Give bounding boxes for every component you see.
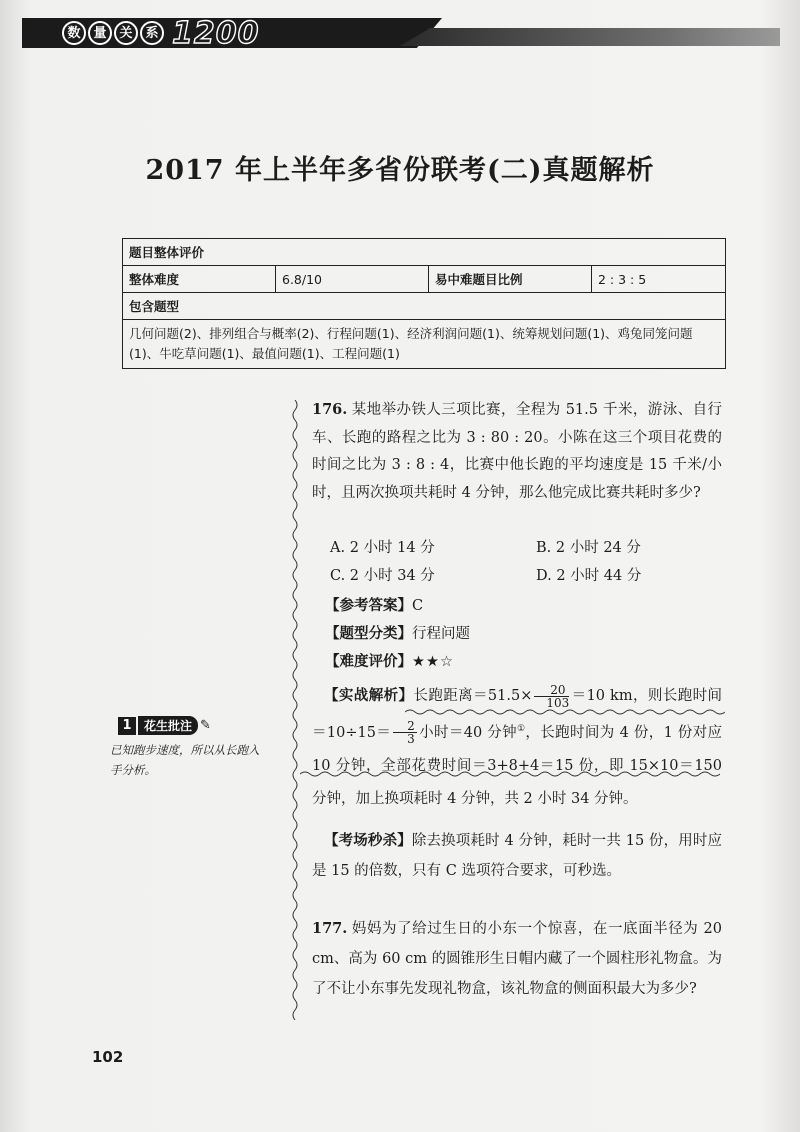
type-row bbox=[325, 622, 470, 643]
analysis-176 bbox=[312, 680, 722, 816]
option-b: B. 2 小时 24 分 bbox=[536, 540, 641, 556]
eval-section-overall: 题目整体评价 bbox=[123, 239, 726, 266]
margin-wavy-line bbox=[290, 400, 300, 1020]
footnote-marker: ① bbox=[516, 724, 526, 734]
analysis-text-4: ，长跑时间为 4 份，1 份对应 10 分钟，全部花费时间＝3+8+4＝15 份，即 15×10＝150 分钟，加上换项耗时 4 分钟，共 2 小时 34 分钟。 bbox=[312, 724, 723, 807]
wavy-underline bbox=[300, 770, 720, 778]
difficulty-stars: ★★☆ bbox=[412, 654, 454, 670]
page-number: 102 bbox=[92, 1048, 124, 1066]
question-types-list: 几何问题(2)、排列组合与概率(2)、行程问题(1)、经济利润问题(1)、统筹规划问题(1)、鸡兔同笼问题(1)、牛吃草问题(1)、最值问题(1)、工程问题(1) bbox=[123, 320, 726, 369]
fraction-denominator: 103 bbox=[546, 695, 570, 710]
page-title: 2017 年上半年多省份联考(二)真题解析 bbox=[145, 155, 655, 186]
option-d: D. 2 小时 44 分 bbox=[536, 568, 642, 584]
sidenote-number: 1 bbox=[118, 717, 136, 735]
fraction-denominator: 3 bbox=[407, 732, 415, 747]
trick-text: 除去换项耗时 4 分钟，耗时一共 15 份，用时应是 15 的倍数，只有 C 选项符合要求，可秒选。 bbox=[312, 833, 722, 879]
type-value: 行程问题 bbox=[412, 626, 470, 642]
wavy-underline bbox=[405, 708, 725, 716]
difficulty-label: 整体难度 bbox=[123, 266, 276, 293]
difficulty-row bbox=[325, 650, 454, 671]
fraction-2-3 bbox=[393, 720, 417, 745]
series-logo bbox=[62, 15, 260, 51]
analysis-text-1: 长跑距离＝51.5× bbox=[413, 688, 533, 704]
sidenote-badge bbox=[118, 716, 211, 735]
series-char: 系 bbox=[140, 21, 164, 45]
answer-label: 【参考答案】 bbox=[325, 598, 412, 614]
question-stem: 某地举办铁人三项比赛，全程为 51.5 千米，游泳、自行车、长跑的路程之比为 3 : 80 : 20。小陈在这三个项目花费的时间之比为 3 : 8 : 4，比赛中他长跑的平均速度是 15 千米/小时，且两次换项共耗时 4 分钟，那么他完成比赛共耗时多少? bbox=[312, 402, 722, 501]
pencil-icon: ✎ bbox=[200, 718, 211, 733]
option-c: C. 2 小时 34 分 bbox=[330, 568, 435, 584]
question-177 bbox=[312, 914, 722, 1004]
fraction-numerator: 20 bbox=[534, 684, 569, 697]
sidenote-text: 已知跑步速度，所以从长跑入手分析。 bbox=[110, 743, 260, 777]
question-number: 176. bbox=[312, 401, 348, 418]
question-stem: 妈妈为了给过生日的小东一个惊喜，在一底面半径为 20 cm、高为 60 cm 的圆锥形生日帽内藏了一个圆柱形礼物盒。为了不让小东事先发现礼物盒，该礼物盒的侧面积最大为多少? bbox=[312, 921, 722, 997]
answer-row bbox=[325, 594, 423, 615]
eval-section-types: 包含题型 bbox=[123, 293, 726, 320]
series-number: 1200 bbox=[172, 15, 260, 51]
evaluation-table bbox=[122, 238, 726, 369]
question-176 bbox=[312, 396, 722, 507]
analysis-label: 【实战解析】 bbox=[324, 688, 414, 704]
fraction-numerator: 2 bbox=[393, 720, 417, 733]
option-a: A. 2 小时 14 分 bbox=[330, 540, 435, 556]
series-char: 关 bbox=[114, 21, 138, 45]
trick-176 bbox=[312, 826, 722, 886]
difficulty-value: 6.8/10 bbox=[276, 266, 429, 293]
question-number: 177. bbox=[312, 920, 348, 937]
type-label: 【题型分类】 bbox=[325, 626, 412, 642]
ratio-value: 2 : 3 : 5 bbox=[592, 266, 726, 293]
header-stripe bbox=[400, 28, 780, 46]
series-char: 量 bbox=[88, 21, 112, 45]
trick-label: 【考场秒杀】 bbox=[324, 833, 412, 849]
difficulty-rating-label: 【难度评价】 bbox=[325, 654, 412, 670]
answer-value: C bbox=[412, 598, 424, 614]
fraction-20-103 bbox=[534, 684, 569, 709]
series-char: 数 bbox=[62, 21, 86, 45]
ratio-label: 易中难题目比例 bbox=[429, 266, 592, 293]
sidenote-title: 花生批注 bbox=[138, 716, 198, 735]
analysis-text-2: ＝10 km，则长跑时间＝10÷15＝ bbox=[312, 688, 722, 741]
analysis-text-3: 小时＝40 分钟 bbox=[418, 724, 517, 741]
